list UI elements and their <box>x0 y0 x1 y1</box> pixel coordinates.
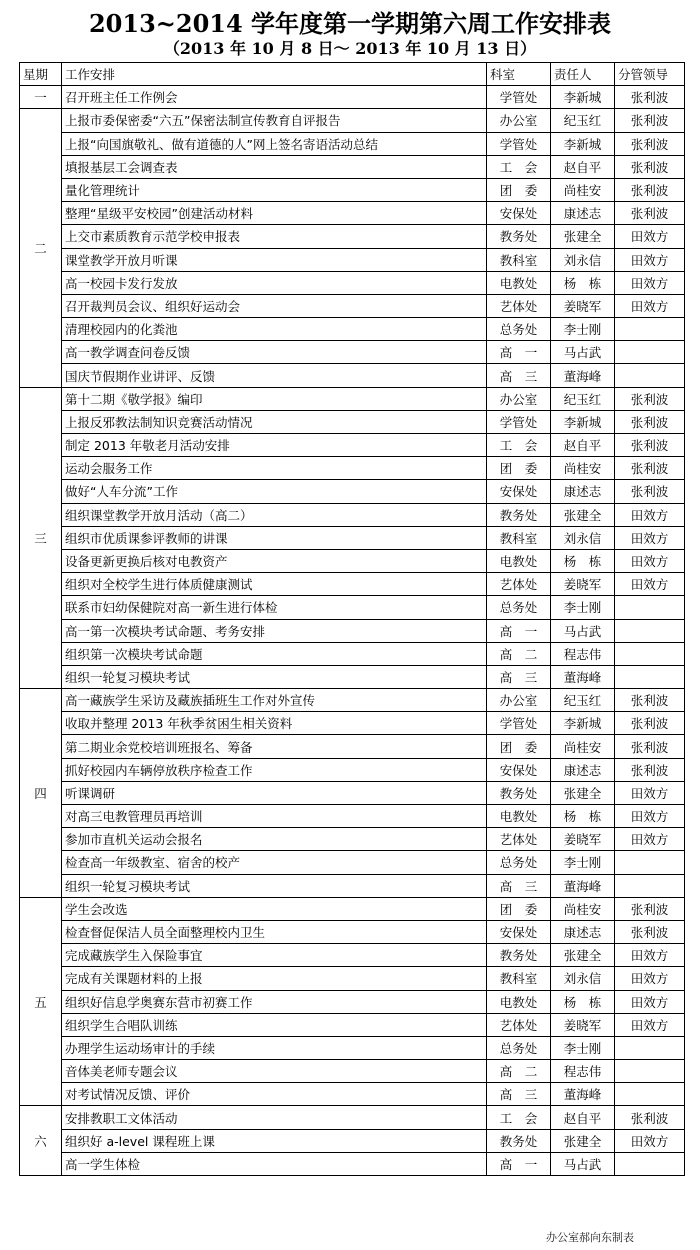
weekday-cell: 一 <box>20 86 62 109</box>
task-cell: 学生会改选 <box>62 897 487 920</box>
task-cell: 收取并整理 2013 年秋季贫困生相关资料 <box>62 712 487 735</box>
person-cell: 尚桂安 <box>551 735 615 758</box>
dept-cell: 艺体处 <box>487 573 551 596</box>
task-cell: 上报“向国旗敬礼、做有道德的人”网上签名寄语活动总结 <box>62 132 487 155</box>
task-cell: 运动会服务工作 <box>62 457 487 480</box>
dept-cell: 学管处 <box>487 86 551 109</box>
person-cell: 董海峰 <box>551 1083 615 1106</box>
dept-cell: 教科室 <box>487 248 551 271</box>
weekday-cell: 三 <box>20 387 62 688</box>
person-cell: 马占武 <box>551 1152 615 1175</box>
table-row <box>20 689 685 712</box>
leader-cell: 田效方 <box>615 967 685 990</box>
leader-cell: 张利波 <box>615 132 685 155</box>
task-cell: 检查高一年级教室、宿舍的校产 <box>62 851 487 874</box>
table-row <box>20 1083 685 1106</box>
weekday-cell: 五 <box>20 897 62 1106</box>
date-range-subtitle: （2013 年 10 月 8 日～ 2013 年 10 月 13 日） <box>163 39 537 58</box>
task-cell: 填报基层工会调查表 <box>62 155 487 178</box>
person-cell: 康述志 <box>551 920 615 943</box>
header-row <box>20 63 685 86</box>
dept-cell: 总务处 <box>487 851 551 874</box>
task-cell: 高一藏族学生采访及藏族插班生工作对外宣传 <box>62 689 487 712</box>
leader-cell: 田效方 <box>615 828 685 851</box>
task-cell: 听课调研 <box>62 781 487 804</box>
leader-cell <box>615 851 685 874</box>
person-cell: 李新城 <box>551 712 615 735</box>
person-cell: 马占武 <box>551 341 615 364</box>
table-row <box>20 967 685 990</box>
table-row <box>20 225 685 248</box>
task-cell: 做好“人车分流”工作 <box>62 480 487 503</box>
person-cell: 李新城 <box>551 132 615 155</box>
task-cell: 组织好信息学奥赛东营市初赛工作 <box>62 990 487 1013</box>
person-cell: 李士刚 <box>551 1036 615 1059</box>
table-row <box>20 480 685 503</box>
task-cell: 组织第一次模块考试命题 <box>62 642 487 665</box>
dept-cell: 工 会 <box>487 1106 551 1129</box>
table-row <box>20 781 685 804</box>
dept-cell: 电教处 <box>487 271 551 294</box>
dept-cell: 办公室 <box>487 109 551 132</box>
table-row <box>20 665 685 688</box>
dept-cell: 高 三 <box>487 364 551 387</box>
leader-cell: 田效方 <box>615 503 685 526</box>
table-row <box>20 1106 685 1129</box>
table-row <box>20 1129 685 1152</box>
table-row <box>20 828 685 851</box>
task-cell: 音体美老师专题会议 <box>62 1060 487 1083</box>
header-leader: 分管领导 <box>615 63 685 86</box>
leader-cell: 张利波 <box>615 202 685 225</box>
task-cell: 对考试情况反馈、评价 <box>62 1083 487 1106</box>
weekday-cell: 六 <box>20 1106 62 1176</box>
leader-cell: 田效方 <box>615 271 685 294</box>
dept-cell: 安保处 <box>487 480 551 503</box>
table-row <box>20 526 685 549</box>
task-cell: 上报市委保密委“六五”保密法制宣传教育自评报告 <box>62 109 487 132</box>
leader-cell: 张利波 <box>615 897 685 920</box>
table-row <box>20 758 685 781</box>
dept-cell: 安保处 <box>487 758 551 781</box>
task-cell: 召开班主任工作例会 <box>62 86 487 109</box>
person-cell: 姜晓军 <box>551 294 615 317</box>
task-cell: 检查督促保洁人员全面整理校内卫生 <box>62 920 487 943</box>
leader-cell: 张利波 <box>615 457 685 480</box>
leader-cell <box>615 665 685 688</box>
table-row <box>20 642 685 665</box>
leader-cell: 田效方 <box>615 225 685 248</box>
table-row <box>20 1060 685 1083</box>
header-task: 工作安排 <box>62 63 487 86</box>
dept-cell: 办公室 <box>487 387 551 410</box>
person-cell: 马占武 <box>551 619 615 642</box>
task-cell: 联系市妇幼保健院对高一新生进行体检 <box>62 596 487 619</box>
table-row <box>20 549 685 572</box>
person-cell: 赵自平 <box>551 155 615 178</box>
task-cell: 完成有关课题材料的上报 <box>62 967 487 990</box>
leader-cell: 田效方 <box>615 526 685 549</box>
task-cell: 高一第一次模块考试命题、考务安排 <box>62 619 487 642</box>
table-row <box>20 990 685 1013</box>
table-row <box>20 712 685 735</box>
leader-cell: 张利波 <box>615 480 685 503</box>
leader-cell <box>615 596 685 619</box>
person-cell: 张建全 <box>551 503 615 526</box>
person-cell: 李新城 <box>551 410 615 433</box>
table-row <box>20 851 685 874</box>
leader-cell <box>615 341 685 364</box>
header-day: 星期 <box>20 63 62 86</box>
task-cell: 组织对全校学生进行体质健康测试 <box>62 573 487 596</box>
task-cell: 量化管理统计 <box>62 178 487 201</box>
task-cell: 召开裁判员会议、组织好运动会 <box>62 294 487 317</box>
task-cell: 清理校园内的化粪池 <box>62 318 487 341</box>
schedule-table <box>19 62 685 1176</box>
leader-cell: 田效方 <box>615 990 685 1013</box>
schedule-body <box>20 86 685 1176</box>
task-cell: 组织市优质课参评教师的讲课 <box>62 526 487 549</box>
dept-cell: 学管处 <box>487 132 551 155</box>
table-row <box>20 503 685 526</box>
dept-cell: 教务处 <box>487 1129 551 1152</box>
table-row <box>20 178 685 201</box>
table-row <box>20 364 685 387</box>
leader-cell: 张利波 <box>615 758 685 781</box>
person-cell: 李士刚 <box>551 596 615 619</box>
dept-cell: 团 委 <box>487 735 551 758</box>
person-cell: 李士刚 <box>551 851 615 874</box>
person-cell: 康述志 <box>551 480 615 503</box>
dept-cell: 高 三 <box>487 1083 551 1106</box>
table-row <box>20 805 685 828</box>
leader-cell: 张利波 <box>615 86 685 109</box>
dept-cell: 教务处 <box>487 503 551 526</box>
leader-cell: 田效方 <box>615 944 685 967</box>
person-cell: 董海峰 <box>551 364 615 387</box>
person-cell: 程志伟 <box>551 1060 615 1083</box>
person-cell: 赵自平 <box>551 1106 615 1129</box>
table-row <box>20 410 685 433</box>
person-cell: 杨 栋 <box>551 549 615 572</box>
person-cell: 李新城 <box>551 86 615 109</box>
task-cell: 第十二期《敬学报》编印 <box>62 387 487 410</box>
dept-cell: 团 委 <box>487 897 551 920</box>
leader-cell: 张利波 <box>615 920 685 943</box>
table-row <box>20 735 685 758</box>
dept-cell: 教务处 <box>487 225 551 248</box>
task-cell: 组织课堂教学开放月活动（高二） <box>62 503 487 526</box>
dept-cell: 高 二 <box>487 642 551 665</box>
dept-cell: 安保处 <box>487 920 551 943</box>
person-cell: 尚桂安 <box>551 457 615 480</box>
dept-cell: 高 三 <box>487 665 551 688</box>
person-cell: 杨 栋 <box>551 805 615 828</box>
task-cell: 第二期业余党校培训班报名、筹备 <box>62 735 487 758</box>
person-cell: 李士刚 <box>551 318 615 341</box>
dept-cell: 高 二 <box>487 1060 551 1083</box>
table-row <box>20 434 685 457</box>
leader-cell <box>615 1083 685 1106</box>
table-row <box>20 387 685 410</box>
table-row <box>20 944 685 967</box>
table-row <box>20 294 685 317</box>
leader-cell: 田效方 <box>615 294 685 317</box>
leader-cell: 张利波 <box>615 410 685 433</box>
table-row <box>20 897 685 920</box>
person-cell: 张建全 <box>551 781 615 804</box>
leader-cell: 张利波 <box>615 735 685 758</box>
leader-cell: 田效方 <box>615 781 685 804</box>
task-cell: 国庆节假期作业讲评、反馈 <box>62 364 487 387</box>
task-cell: 高一校园卡发行发放 <box>62 271 487 294</box>
task-cell: 组织学生合唱队训练 <box>62 1013 487 1036</box>
leader-cell: 张利波 <box>615 434 685 457</box>
person-cell: 程志伟 <box>551 642 615 665</box>
leader-cell <box>615 642 685 665</box>
table-row <box>20 596 685 619</box>
leader-cell: 张利波 <box>615 387 685 410</box>
dept-cell: 总务处 <box>487 596 551 619</box>
table-row <box>20 248 685 271</box>
leader-cell: 田效方 <box>615 573 685 596</box>
leader-cell: 田效方 <box>615 549 685 572</box>
task-cell: 设备更新更换后核对电教资产 <box>62 549 487 572</box>
dept-cell: 电教处 <box>487 805 551 828</box>
dept-cell: 高 三 <box>487 874 551 897</box>
task-cell: 高一学生体检 <box>62 1152 487 1175</box>
leader-cell: 田效方 <box>615 1013 685 1036</box>
page-title: 2013~2014 学年度第一学期第六周工作安排表 <box>88 9 612 38</box>
weekday-cell: 二 <box>20 109 62 387</box>
leader-cell <box>615 619 685 642</box>
task-cell: 制定 2013 年敬老月活动安排 <box>62 434 487 457</box>
table-row <box>20 619 685 642</box>
leader-cell: 张利波 <box>615 109 685 132</box>
leader-cell <box>615 874 685 897</box>
dept-cell: 电教处 <box>487 549 551 572</box>
task-cell: 对高三电教管理员再培训 <box>62 805 487 828</box>
person-cell: 纪玉红 <box>551 689 615 712</box>
table-row <box>20 132 685 155</box>
task-cell: 高一教学调查问卷反馈 <box>62 341 487 364</box>
dept-cell: 教科室 <box>487 526 551 549</box>
table-row <box>20 457 685 480</box>
dept-cell: 教科室 <box>487 967 551 990</box>
person-cell: 纪玉红 <box>551 387 615 410</box>
leader-cell: 张利波 <box>615 178 685 201</box>
task-cell: 参加市直机关运动会报名 <box>62 828 487 851</box>
task-cell: 组织一轮复习模块考试 <box>62 874 487 897</box>
person-cell: 康述志 <box>551 758 615 781</box>
leader-cell: 田效方 <box>615 248 685 271</box>
table-row <box>20 874 685 897</box>
task-cell: 整理“星级平安校园”创建活动材料 <box>62 202 487 225</box>
table-row <box>20 109 685 132</box>
person-cell: 张建全 <box>551 1129 615 1152</box>
person-cell: 张建全 <box>551 944 615 967</box>
dept-cell: 教务处 <box>487 781 551 804</box>
dept-cell: 总务处 <box>487 318 551 341</box>
person-cell: 姜晓军 <box>551 573 615 596</box>
leader-cell: 田效方 <box>615 805 685 828</box>
person-cell: 刘永信 <box>551 967 615 990</box>
dept-cell: 团 委 <box>487 457 551 480</box>
task-cell: 上报反邪教法制知识竞赛活动情况 <box>62 410 487 433</box>
dept-cell: 办公室 <box>487 689 551 712</box>
dept-cell: 艺体处 <box>487 294 551 317</box>
dept-cell: 艺体处 <box>487 828 551 851</box>
task-cell: 课堂教学开放月听课 <box>62 248 487 271</box>
table-row <box>20 271 685 294</box>
person-cell: 刘永信 <box>551 248 615 271</box>
table-row <box>20 341 685 364</box>
task-cell: 组织好 a-level 课程班上课 <box>62 1129 487 1152</box>
leader-cell <box>615 1036 685 1059</box>
weekday-cell: 四 <box>20 689 62 898</box>
table-row <box>20 86 685 109</box>
dept-cell: 学管处 <box>487 410 551 433</box>
person-cell: 董海峰 <box>551 874 615 897</box>
dept-cell: 团 委 <box>487 178 551 201</box>
table-row <box>20 155 685 178</box>
person-cell: 杨 栋 <box>551 990 615 1013</box>
dept-cell: 工 会 <box>487 155 551 178</box>
leader-cell: 张利波 <box>615 689 685 712</box>
task-cell: 办理学生运动场审计的手续 <box>62 1036 487 1059</box>
leader-cell: 张利波 <box>615 155 685 178</box>
task-cell: 抓好校园内车辆停放秩序检查工作 <box>62 758 487 781</box>
leader-cell <box>615 318 685 341</box>
leader-cell <box>615 364 685 387</box>
table-row <box>20 920 685 943</box>
person-cell: 刘永信 <box>551 526 615 549</box>
dept-cell: 高 一 <box>487 619 551 642</box>
table-row <box>20 1036 685 1059</box>
table-row <box>20 1013 685 1036</box>
table-row <box>20 573 685 596</box>
person-cell: 尚桂安 <box>551 897 615 920</box>
person-cell: 杨 栋 <box>551 271 615 294</box>
dept-cell: 工 会 <box>487 434 551 457</box>
table-author-note: 办公室郝向东制表 <box>546 1231 634 1244</box>
dept-cell: 安保处 <box>487 202 551 225</box>
leader-cell <box>615 1152 685 1175</box>
person-cell: 赵自平 <box>551 434 615 457</box>
dept-cell: 教务处 <box>487 944 551 967</box>
dept-cell: 学管处 <box>487 712 551 735</box>
leader-cell: 田效方 <box>615 1129 685 1152</box>
leader-cell: 张利波 <box>615 712 685 735</box>
person-cell: 康述志 <box>551 202 615 225</box>
header-person: 责任人 <box>551 63 615 86</box>
person-cell: 尚桂安 <box>551 178 615 201</box>
dept-cell: 电教处 <box>487 990 551 1013</box>
dept-cell: 总务处 <box>487 1036 551 1059</box>
leader-cell: 张利波 <box>615 1106 685 1129</box>
person-cell: 姜晓军 <box>551 1013 615 1036</box>
table-row <box>20 318 685 341</box>
task-cell: 上交市素质教育示范学校申报表 <box>62 225 487 248</box>
dept-cell: 艺体处 <box>487 1013 551 1036</box>
person-cell: 董海峰 <box>551 665 615 688</box>
dept-cell: 高 一 <box>487 341 551 364</box>
person-cell: 纪玉红 <box>551 109 615 132</box>
dept-cell: 高 一 <box>487 1152 551 1175</box>
task-cell: 完成藏族学生入保险事宜 <box>62 944 487 967</box>
person-cell: 张建全 <box>551 225 615 248</box>
table-row <box>20 202 685 225</box>
person-cell: 姜晓军 <box>551 828 615 851</box>
header-dept: 科室 <box>487 63 551 86</box>
table-row <box>20 1152 685 1175</box>
task-cell: 安排教职工文体活动 <box>62 1106 487 1129</box>
task-cell: 组织一轮复习模块考试 <box>62 665 487 688</box>
leader-cell <box>615 1060 685 1083</box>
